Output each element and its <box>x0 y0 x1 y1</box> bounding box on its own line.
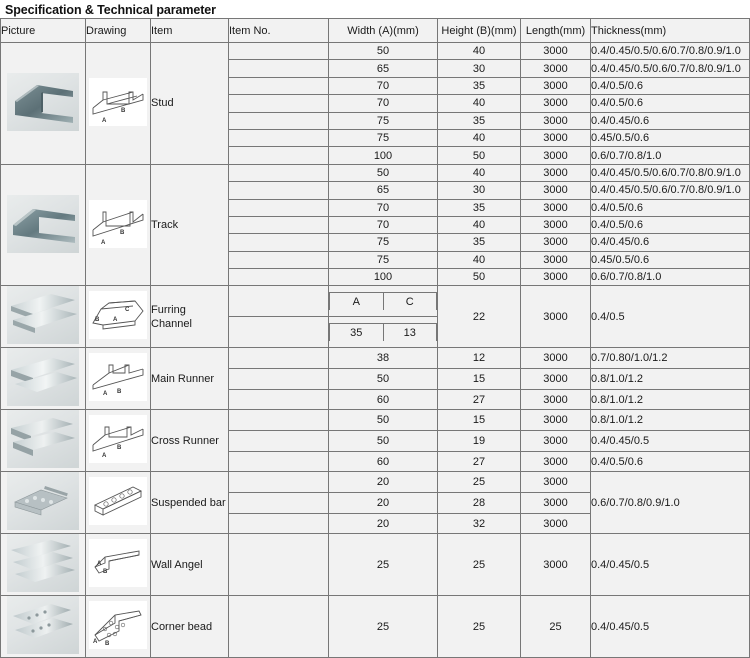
height-cell: 25 <box>438 534 521 596</box>
product-drawing-cell <box>86 43 151 165</box>
width-sub-label: A <box>330 293 384 311</box>
svg-text:A: A <box>102 117 107 124</box>
table-row <box>1 472 750 493</box>
product-picture-cell <box>1 164 86 286</box>
svg-text:B: B <box>103 569 108 576</box>
width-cell: 70 <box>329 95 438 112</box>
page-title: Specification & Technical parameter <box>5 3 216 17</box>
length-cell: 3000 <box>521 348 591 369</box>
height-cell: 25 <box>438 596 521 658</box>
width-split-cell <box>329 317 438 348</box>
height-cell: 35 <box>438 199 521 216</box>
product-drawing-cell <box>86 596 151 658</box>
column-header-thickness: Thickness(mm) <box>591 19 750 43</box>
svg-text:B: B <box>120 229 125 236</box>
product-picture-cell <box>1 410 86 472</box>
product-drawing-cell <box>86 348 151 410</box>
thickness-cell: 0.4/0.45/0.5/0.6/0.7/0.8/0.9/1.0 <box>591 164 750 181</box>
product-drawing-cell <box>86 472 151 534</box>
width-cell: 50 <box>329 164 438 181</box>
thickness-cell: 0.4/0.45/0.5/0.6/0.7/0.8/0.9/1.0 <box>591 182 750 199</box>
product-drawing-cell <box>86 164 151 286</box>
height-cell: 35 <box>438 234 521 251</box>
item-name-cell: Wall Angel <box>151 534 229 596</box>
svg-text:C: C <box>125 307 130 314</box>
svg-text:A: A <box>93 639 98 646</box>
length-cell: 3000 <box>521 369 591 390</box>
thickness-cell: 0.8/1.0/1.2 <box>591 410 750 431</box>
table-row <box>1 410 750 431</box>
product-picture-cell <box>1 286 86 348</box>
c-channel-drawing-icon <box>89 78 147 126</box>
item-no-cell <box>229 317 329 348</box>
width-cell: 50 <box>329 431 438 452</box>
length-cell: 3000 <box>521 95 591 112</box>
length-cell: 3000 <box>521 112 591 129</box>
u-track-photo-icon <box>7 195 79 253</box>
thickness-cell: 0.6/0.7/0.8/1.0 <box>591 269 750 286</box>
svg-text:B: B <box>121 107 126 114</box>
column-header-height: Height (B)(mm) <box>438 19 521 43</box>
column-header-item: Item <box>151 19 229 43</box>
length-cell: 3000 <box>521 234 591 251</box>
item-no-cell <box>229 251 329 268</box>
table-row <box>1 534 750 596</box>
thickness-cell: 0.6/0.7/0.8/1.0 <box>591 147 750 164</box>
length-cell: 3000 <box>521 43 591 60</box>
svg-text:A: A <box>103 391 108 398</box>
product-picture-cell <box>1 348 86 410</box>
svg-text:A: A <box>101 239 106 246</box>
height-cell: 40 <box>438 164 521 181</box>
item-no-cell <box>229 431 329 452</box>
height-cell: 40 <box>438 216 521 233</box>
table-row <box>1 164 750 181</box>
length-cell: 3000 <box>521 216 591 233</box>
item-name-cell: Cross Runner <box>151 410 229 472</box>
specification-table <box>0 18 750 658</box>
height-cell: 25 <box>438 472 521 493</box>
thickness-cell: 0.4/0.45/0.5/0.6/0.7/0.8/0.9/1.0 <box>591 60 750 77</box>
item-name-cell: Main Runner <box>151 348 229 410</box>
thickness-cell: 0.4/0.5/0.6 <box>591 216 750 233</box>
table-header-row <box>1 19 750 43</box>
length-cell: 3000 <box>521 451 591 472</box>
length-cell: 3000 <box>521 60 591 77</box>
item-name-cell: Suspended bar <box>151 472 229 534</box>
table-row <box>1 348 750 369</box>
thickness-cell: 0.4/0.5 <box>591 286 750 348</box>
item-no-cell <box>229 234 329 251</box>
width-cell: 65 <box>329 182 438 199</box>
u-track-drawing-icon <box>89 200 147 248</box>
height-cell: 30 <box>438 60 521 77</box>
item-no-cell <box>229 286 329 317</box>
svg-text:A: A <box>102 453 107 460</box>
thickness-cell: 0.45/0.5/0.6 <box>591 129 750 146</box>
height-cell: 40 <box>438 129 521 146</box>
wall-angle-photo-icon <box>7 534 79 592</box>
thickness-cell: 0.8/1.0/1.2 <box>591 369 750 390</box>
item-no-cell <box>229 596 329 658</box>
thickness-cell: 0.8/1.0/1.2 <box>591 389 750 410</box>
width-cell: 50 <box>329 43 438 60</box>
item-name-cell: Stud <box>151 43 229 165</box>
c-channel-photo-icon <box>7 73 79 131</box>
svg-text:A: A <box>113 317 118 324</box>
length-cell: 3000 <box>521 251 591 268</box>
item-no-cell <box>229 199 329 216</box>
width-sub-label: C <box>383 293 437 311</box>
width-cell: 60 <box>329 389 438 410</box>
item-no-cell <box>229 147 329 164</box>
item-no-cell <box>229 129 329 146</box>
item-no-cell <box>229 513 329 534</box>
column-header-item-no: Item No. <box>229 19 329 43</box>
suspended-bar-drawing-icon <box>89 477 147 525</box>
length-cell: 3000 <box>521 182 591 199</box>
table-row <box>1 43 750 60</box>
corner-bead-photo-icon <box>7 596 79 654</box>
width-cell: 20 <box>329 493 438 514</box>
item-no-cell <box>229 269 329 286</box>
item-name-cell: Track <box>151 164 229 286</box>
item-no-cell <box>229 216 329 233</box>
cross-runner-photo-icon <box>7 410 79 468</box>
corner-bead-drawing-icon <box>89 601 147 649</box>
thickness-cell: 0.7/0.80/1.0/1.2 <box>591 348 750 369</box>
main-runner-drawing-icon <box>89 353 147 401</box>
product-picture-cell <box>1 43 86 165</box>
thickness-cell: 0.4/0.5/0.6 <box>591 451 750 472</box>
width-cell: 60 <box>329 451 438 472</box>
item-no-cell <box>229 77 329 94</box>
height-cell: 28 <box>438 493 521 514</box>
furring-channel-photo-icon <box>7 286 79 344</box>
column-header-length: Length(mm) <box>521 19 591 43</box>
width-cell: 20 <box>329 472 438 493</box>
width-cell: 50 <box>329 369 438 390</box>
item-no-cell <box>229 389 329 410</box>
thickness-cell: 0.4/0.5/0.6 <box>591 95 750 112</box>
length-cell: 3000 <box>521 129 591 146</box>
suspended-bar-photo-icon <box>7 472 79 530</box>
item-name-cell: Corner bead <box>151 596 229 658</box>
svg-text:B: B <box>105 641 110 648</box>
height-cell: 40 <box>438 251 521 268</box>
length-cell: 3000 <box>521 286 591 348</box>
length-cell: 25 <box>521 596 591 658</box>
thickness-cell: 0.4/0.5/0.6 <box>591 199 750 216</box>
height-cell: 19 <box>438 431 521 452</box>
item-no-cell <box>229 43 329 60</box>
height-cell: 50 <box>438 269 521 286</box>
width-cell: 75 <box>329 129 438 146</box>
product-picture-cell <box>1 534 86 596</box>
thickness-cell: 0.4/0.45/0.5/0.6/0.7/0.8/0.9/1.0 <box>591 43 750 60</box>
item-no-cell <box>229 112 329 129</box>
height-cell: 22 <box>438 286 521 348</box>
length-cell: 3000 <box>521 199 591 216</box>
svg-text:B: B <box>95 317 100 324</box>
width-cell: 100 <box>329 147 438 164</box>
length-cell: 3000 <box>521 493 591 514</box>
column-header-picture: Picture <box>1 19 86 43</box>
height-cell: 27 <box>438 451 521 472</box>
item-no-cell <box>229 369 329 390</box>
width-cell: 70 <box>329 77 438 94</box>
product-picture-cell <box>1 472 86 534</box>
width-split-cell <box>329 286 438 317</box>
product-drawing-cell <box>86 410 151 472</box>
svg-text:B: B <box>117 445 122 452</box>
height-cell: 35 <box>438 77 521 94</box>
height-cell: 32 <box>438 513 521 534</box>
wall-angle-drawing-icon <box>89 539 147 587</box>
thickness-cell: 0.4/0.45/0.5 <box>591 596 750 658</box>
thickness-cell: 0.4/0.45/0.5 <box>591 534 750 596</box>
length-cell: 3000 <box>521 472 591 493</box>
item-no-cell <box>229 493 329 514</box>
svg-text:A: A <box>97 561 102 568</box>
thickness-cell: 0.6/0.7/0.8/0.9/1.0 <box>591 472 750 534</box>
item-no-cell <box>229 164 329 181</box>
width-cell: 50 <box>329 410 438 431</box>
item-no-cell <box>229 348 329 369</box>
width-cell: 20 <box>329 513 438 534</box>
height-cell: 35 <box>438 112 521 129</box>
table-row <box>1 286 750 317</box>
height-cell: 40 <box>438 95 521 112</box>
width-cell: 70 <box>329 216 438 233</box>
height-cell: 40 <box>438 43 521 60</box>
thickness-cell: 0.4/0.5/0.6 <box>591 77 750 94</box>
height-cell: 50 <box>438 147 521 164</box>
height-cell: 30 <box>438 182 521 199</box>
thickness-cell: 0.45/0.5/0.6 <box>591 251 750 268</box>
table-row <box>1 596 750 658</box>
length-cell: 3000 <box>521 77 591 94</box>
width-cell: 65 <box>329 60 438 77</box>
width-cell: 25 <box>329 534 438 596</box>
height-cell: 27 <box>438 389 521 410</box>
table-body <box>1 43 750 658</box>
item-no-cell <box>229 451 329 472</box>
length-cell: 3000 <box>521 164 591 181</box>
furring-channel-drawing-icon <box>89 291 147 339</box>
width-cell: 25 <box>329 596 438 658</box>
width-cell: 70 <box>329 199 438 216</box>
product-drawing-cell <box>86 286 151 348</box>
product-drawing-cell <box>86 534 151 596</box>
thickness-cell: 0.4/0.45/0.5 <box>591 431 750 452</box>
height-cell: 12 <box>438 348 521 369</box>
main-runner-photo-icon <box>7 348 79 406</box>
item-no-cell <box>229 95 329 112</box>
length-cell: 3000 <box>521 410 591 431</box>
column-header-width: Width (A)(mm) <box>329 19 438 43</box>
length-cell: 3000 <box>521 534 591 596</box>
height-cell: 15 <box>438 410 521 431</box>
length-cell: 3000 <box>521 431 591 452</box>
width-sub-value: 35 <box>330 324 384 342</box>
item-name-cell: Furring Channel <box>151 286 229 348</box>
item-no-cell <box>229 60 329 77</box>
thickness-cell: 0.4/0.45/0.6 <box>591 234 750 251</box>
width-sub-value: 13 <box>383 324 437 342</box>
length-cell: 3000 <box>521 389 591 410</box>
height-cell: 15 <box>438 369 521 390</box>
column-header-drawing: Drawing <box>86 19 151 43</box>
item-no-cell <box>229 534 329 596</box>
cross-runner-drawing-icon <box>89 415 147 463</box>
item-no-cell <box>229 182 329 199</box>
width-cell: 75 <box>329 251 438 268</box>
product-picture-cell <box>1 596 86 658</box>
length-cell: 3000 <box>521 513 591 534</box>
svg-text:B: B <box>117 389 122 396</box>
length-cell: 3000 <box>521 269 591 286</box>
item-no-cell <box>229 472 329 493</box>
width-cell: 100 <box>329 269 438 286</box>
item-no-cell <box>229 410 329 431</box>
width-cell: 38 <box>329 348 438 369</box>
width-cell: 75 <box>329 234 438 251</box>
thickness-cell: 0.4/0.45/0.6 <box>591 112 750 129</box>
width-cell: 75 <box>329 112 438 129</box>
length-cell: 3000 <box>521 147 591 164</box>
